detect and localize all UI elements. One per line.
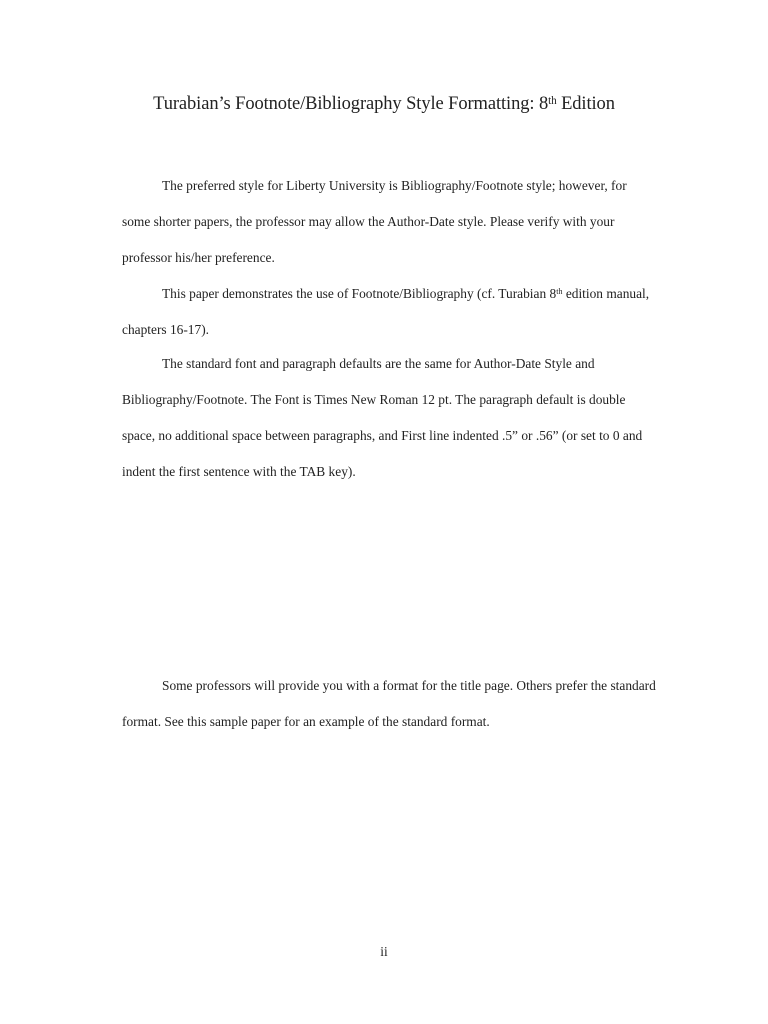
page-title bbox=[0, 92, 768, 116]
paragraph-text-after: edition manual, chapters 16-17). bbox=[122, 286, 650, 337]
title-end: Edition bbox=[556, 94, 615, 114]
title-main: Turabian’s Footnote/Bibliography Style Formatting: 8 bbox=[153, 94, 549, 114]
paragraph-font-defaults: The standard font and paragraph defaults are the same for Author-Date Style and Bibliography/Footnote. The Font is Times New Roman 12 pt. The paragraph default is double space, no additional space between paragraphs, and First line indented .5” or .56” (or set to 0 and indent the first sentence with the TAB key). bbox=[122, 356, 643, 479]
paragraph-style-preference: The preferred style for Liberty University is Bibliography/Footnote style; however, for some shorter papers, the professor may allow the Author-Date style. Please verify with your professor his/her preference. bbox=[122, 178, 627, 265]
paragraph-superscript: th bbox=[556, 287, 563, 297]
page-number: ii bbox=[380, 944, 388, 959]
paragraph-turabian-reference bbox=[122, 276, 656, 348]
paragraph-title-page-format: Some professors will provide you with a format for the title page. Others prefer the standard format. See this sample paper for an example of the standard format. bbox=[122, 678, 656, 729]
title-superscript: th bbox=[548, 95, 557, 108]
paragraph-text-before: This paper demonstrates the use of Footnote/Bibliography (cf. Turabian 8 bbox=[162, 286, 557, 301]
